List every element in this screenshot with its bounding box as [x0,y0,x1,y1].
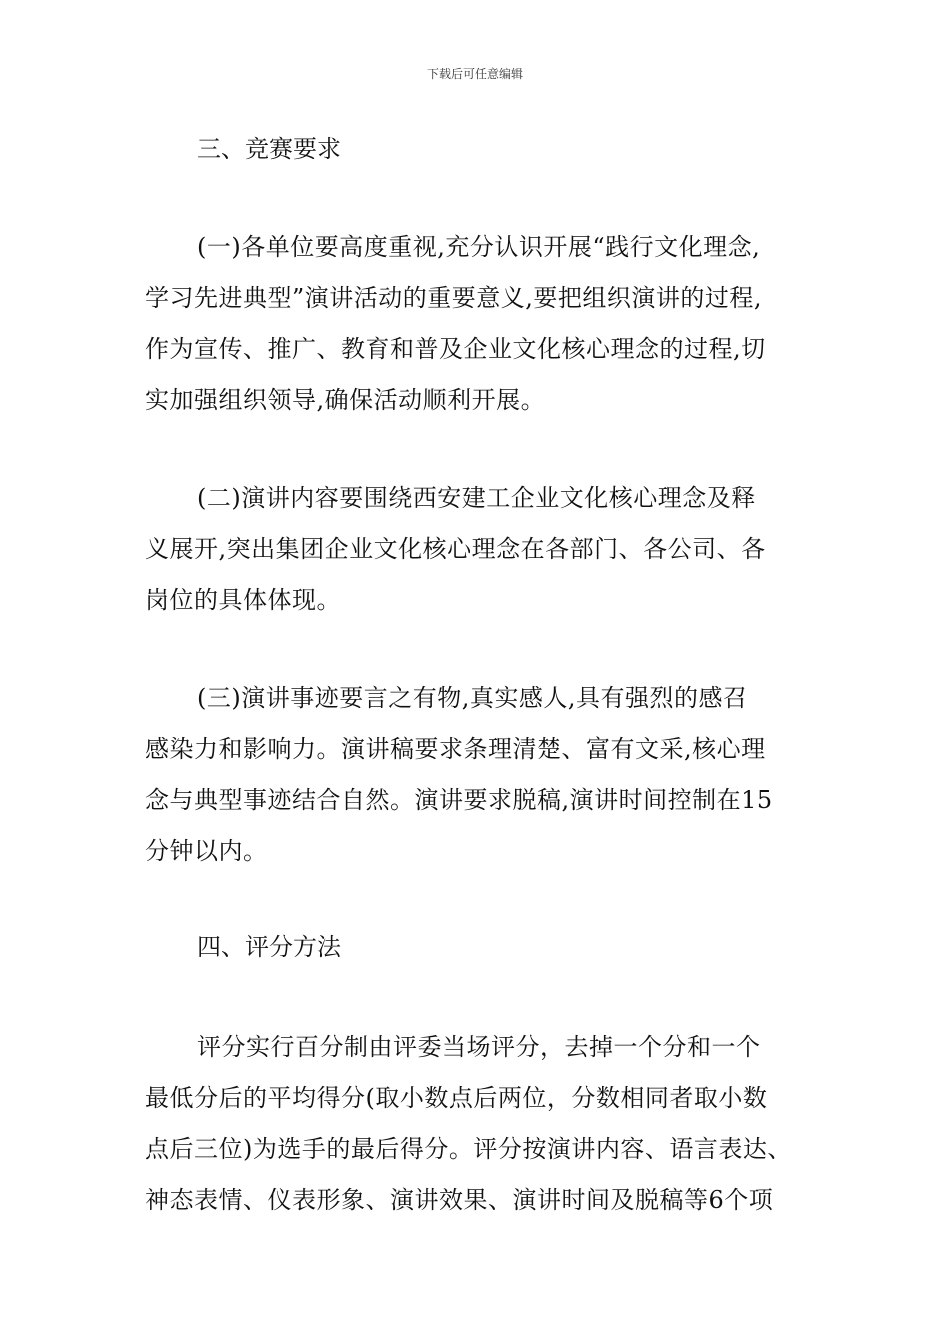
paragraph-line: 神态表情、仪表形象、演讲效果、演讲时间及脱稿等6个项 [145,1186,774,1214]
paragraph-line: 念与典型事迹结合自然。演讲要求脱稿,演讲时间控制在15 [145,786,773,814]
page-header-note: 下载后可任意编辑 [426,67,523,81]
paragraph-requirement-1 [145,222,825,426]
paragraph-line: 岗位的具体体现。 [145,586,341,614]
paragraph-requirement-2 [145,473,825,626]
paragraph-line: 分钟以内。 [145,837,268,865]
paragraph-line: 义展开,突出集团企业文化核心理念在各部门、各公司、各 [145,535,766,563]
section-heading-scoring-method: 四、评分方法 [197,933,341,961]
paragraph-line: 实加强组织领导,确保活动顺利开展。 [145,386,546,414]
paragraph-scoring [145,1022,825,1226]
paragraph-line: 学习先进典型”演讲活动的重要意义,要把组织演讲的过程, [145,284,763,312]
paragraph-line: (二)演讲内容要围绕西安建工企业文化核心理念及释 [197,484,756,512]
paragraph-line: (三)演讲事迹要言之有物,真实感人,具有强烈的感召 [197,684,748,712]
section-heading-competition-requirements: 三、竞赛要求 [197,135,341,163]
paragraph-line: (一)各单位要高度重视,充分认识开展“践行文化理念, [197,233,761,261]
paragraph-line: 作为宣传、推广、教育和普及企业文化核心理念的过程,切 [145,335,766,363]
paragraph-line: 评分实行百分制由评委当场评分，去掉一个分和一个 [197,1033,761,1061]
paragraph-requirement-3 [145,673,825,877]
paragraph-line: 最低分后的平均得分(取小数点后两位，分数相同者取小数 [145,1084,768,1112]
paragraph-line: 点后三位)为选手的最后得分。评分按演讲内容、语言表达、 [145,1135,792,1163]
paragraph-line: 感染力和影响力。演讲稿要求条理清楚、富有文采,核心理 [145,735,766,763]
